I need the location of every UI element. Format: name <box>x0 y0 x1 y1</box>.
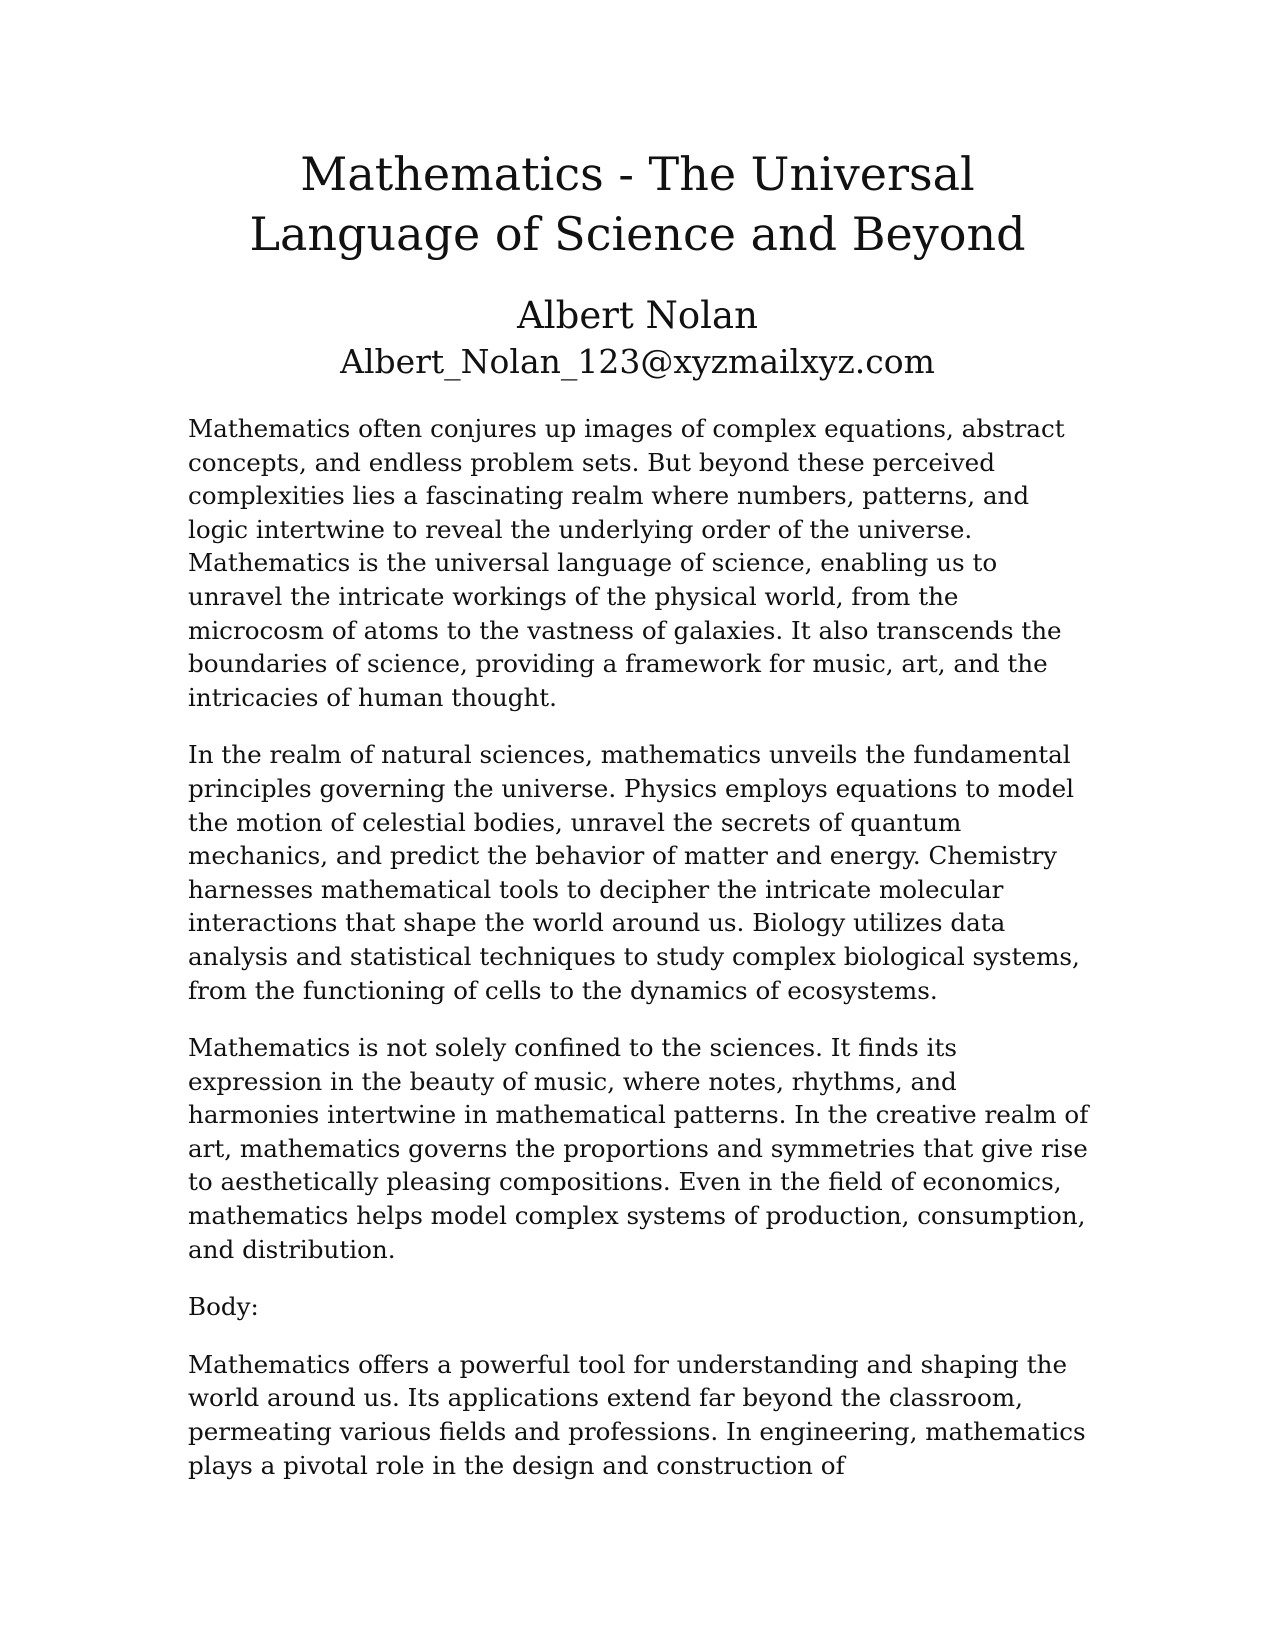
paragraph-2: In the realm of natural sciences, mathematics unveils the fundamental principles governing the universe. Physics employs equations to model the motion of celestial bodies, unravel the secrets of quantum mechanics, and predict the behavior of matter and energy. Chemistry harnesses mathematical tools to decipher the intricate molecular interactions that shape the world around us. Biology utilizes data analysis and statistical techniques to study complex biological systems, from the functioning of cells to the dynamics of ecosystems. <box>188 740 1080 1005</box>
paragraph-3: Mathematics is not solely confined to the sciences. It finds its expression in the beauty of music, where notes, rhythms, and harmonies intertwine in mathematical patterns. In the creative realm of art, mathematics governs the proportions and symmetries that give rise to aesthetically pleasing compositions. Even in the field of economics, mathematics helps model complex systems of production, consumption, and distribution. <box>188 1033 1089 1264</box>
paragraph-1: Mathematics often conjures up images of complex equations, abstract concepts, and endless problem sets. But beyond these perceived complexities lies a fascinating realm where numbers, patterns, and logic intertwine to reveal the underlying order of the universe. Mathematics is the universal language of science, enabling us to unravel the intricate workings of the physical world, from the microcosm of atoms to the vastness of galaxies. It also transcends the boundaries of science, providing a framework for music, art, and the intricacies of human thought. <box>188 414 1065 712</box>
author-email: Albert_Nolan_123@xyzmailxyz.com <box>340 342 935 381</box>
title-line-2: Language of Science and Beyond <box>249 207 1026 261</box>
author-name: Albert Nolan <box>517 294 758 337</box>
paragraph-4: Mathematics offers a powerful tool for understanding and shaping the world around us. Its applications extend far beyond the classroom, permeating various fields and professions. In engineering, mathematics plays a pivotal role in the design and construction of <box>188 1349 1086 1480</box>
section-label-body: Body: <box>188 1292 259 1322</box>
document-title <box>150 144 1125 264</box>
document-body <box>188 412 1093 1506</box>
title-line-1: Mathematics - The Universal <box>300 147 975 201</box>
